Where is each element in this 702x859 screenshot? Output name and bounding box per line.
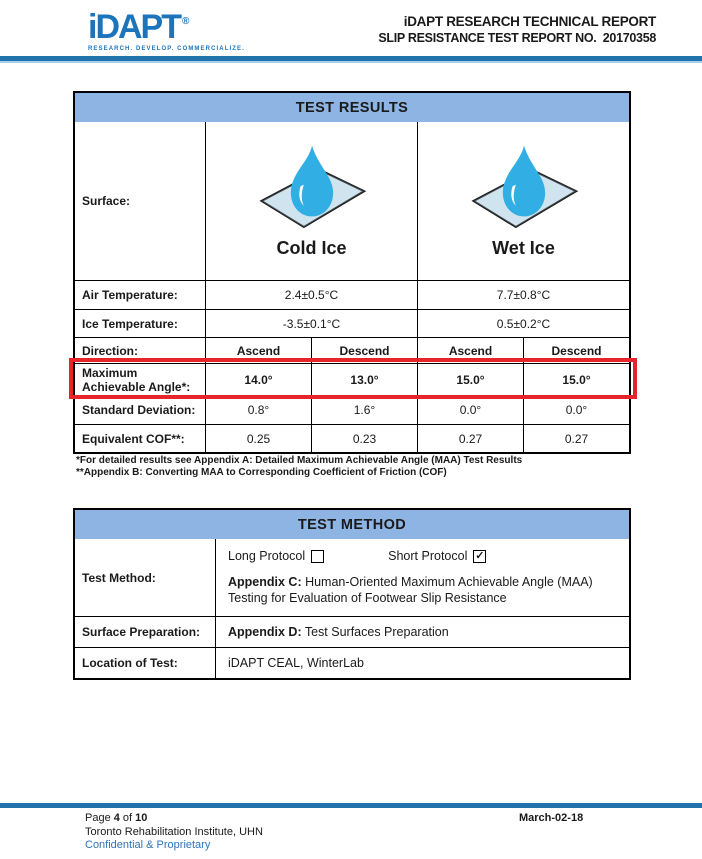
direction-value: Ascend xyxy=(417,338,523,363)
page-number: Page 4 of 10 xyxy=(85,812,148,824)
direction-value: Descend xyxy=(523,338,629,363)
air-temperature-cold: 2.4±0.5°C xyxy=(205,281,417,309)
maa-label: Maximum Achievable Angle*: xyxy=(82,366,191,395)
registered-mark-icon: ® xyxy=(182,16,190,27)
report-number: SLIP RESISTANCE TEST REPORT NO. 20170358 xyxy=(378,31,656,45)
direction-label: Direction: xyxy=(82,343,139,358)
maa-value: 14.0° xyxy=(205,364,311,397)
appendix-c-bold: Appendix C: xyxy=(228,575,302,589)
cold-ice-icon xyxy=(253,144,371,240)
institute-name: Toronto Rehabilitation Institute, UHN xyxy=(85,825,263,838)
footnote-appendix-a: *For detailed results see Appendix A: Detailed Maximum Achievable Angle (MAA) Test Results xyxy=(76,455,523,466)
appendix-c-text: Human-Oriented Maximum Achievable Angle (MAA) Testing for Evaluation of Footwear Slip Resistance xyxy=(228,575,593,605)
appendix-c-reference xyxy=(228,574,614,606)
cof-value: 0.23 xyxy=(311,425,417,452)
cof-label: Equivalent COF**: xyxy=(82,431,185,446)
report-header-titles xyxy=(378,13,656,46)
direction-value: Descend xyxy=(311,338,417,363)
air-temperature-wet: 7.7±0.8°C xyxy=(417,281,629,309)
surface-wet-ice-cell xyxy=(417,122,629,280)
test-results-table xyxy=(73,91,631,454)
appendix-d-bold: Appendix D: xyxy=(228,625,302,639)
table-row-location-of-test xyxy=(75,647,629,678)
idapt-logo xyxy=(88,5,245,52)
table-row-surface xyxy=(75,122,629,280)
appendix-d-text: Test Surfaces Preparation xyxy=(301,625,449,639)
confidential-link[interactable]: Confidential & Proprietary xyxy=(85,839,211,851)
logo-text: iDAPT xyxy=(88,8,180,46)
cof-value: 0.27 xyxy=(417,425,523,452)
table-row-equivalent-cof xyxy=(75,424,629,452)
header-divider xyxy=(0,56,702,63)
footer-divider xyxy=(0,803,702,808)
logo-tagline: RESEARCH. DEVELOP. COMMERCIALIZE. xyxy=(88,46,245,52)
table-row-test-method xyxy=(75,539,629,616)
footer-date: March-02-18 xyxy=(519,812,584,824)
test-method-value-cell xyxy=(215,539,629,616)
maa-value: 15.0° xyxy=(523,364,629,397)
std-dev-value: 0.0° xyxy=(523,396,629,424)
ice-temperature-cold: -3.5±0.1°C xyxy=(205,310,417,337)
surface-label: Surface: xyxy=(82,194,131,208)
short-protocol-checkbox-checked[interactable]: ✓ xyxy=(475,549,485,562)
surface-preparation-label: Surface Preparation: xyxy=(82,625,201,639)
footnote-appendix-b: **Appendix B: Converting MAA to Corresponding Coefficient of Friction (COF) xyxy=(76,467,447,478)
table-row-standard-deviation xyxy=(75,395,629,424)
std-dev-label: Standard Deviation: xyxy=(82,403,196,417)
std-dev-value: 0.0° xyxy=(417,396,523,424)
test-method-label: Test Method: xyxy=(82,570,156,585)
table-row-ice-temperature xyxy=(75,309,629,337)
ice-temperature-label: Ice Temperature: xyxy=(82,316,178,331)
maa-value: 15.0° xyxy=(417,364,523,397)
table-row-air-temperature xyxy=(75,280,629,309)
std-dev-value: 0.8° xyxy=(205,396,311,424)
cof-value: 0.25 xyxy=(205,425,311,452)
short-protocol-label: Short Protocol xyxy=(388,549,468,563)
logo-wordmark xyxy=(88,5,245,44)
table-row-maximum-achievable-angle xyxy=(75,363,629,395)
test-method-table xyxy=(73,508,631,680)
table-row-direction xyxy=(75,337,629,363)
location-of-test-label: Location of Test: xyxy=(82,656,178,670)
air-temperature-label: Air Temperature: xyxy=(82,288,178,302)
test-method-title: TEST METHOD xyxy=(75,510,629,539)
surface-preparation-value xyxy=(215,617,629,647)
surface-name-wet-ice: Wet Ice xyxy=(492,237,555,258)
long-protocol-checkbox[interactable] xyxy=(311,550,324,563)
footer-info xyxy=(85,812,263,853)
surface-name-cold-ice: Cold Ice xyxy=(276,237,347,258)
direction-value: Ascend xyxy=(205,338,311,363)
std-dev-value: 1.6° xyxy=(311,396,417,424)
wet-ice-icon xyxy=(465,144,583,240)
location-of-test-value: iDAPT CEAL, WinterLab xyxy=(215,648,629,678)
ice-temperature-wet: 0.5±0.2°C xyxy=(417,310,629,337)
report-title: iDAPT RESEARCH TECHNICAL REPORT xyxy=(403,14,656,29)
cof-value: 0.27 xyxy=(523,425,629,452)
long-protocol-label: Long Protocol xyxy=(228,549,306,563)
protocol-options xyxy=(228,549,617,563)
maa-value: 13.0° xyxy=(311,364,417,397)
test-results-title: TEST RESULTS xyxy=(75,93,629,122)
table-row-surface-preparation xyxy=(75,616,629,647)
table-footnotes xyxy=(76,455,522,479)
surface-cold-ice-cell xyxy=(205,122,417,280)
